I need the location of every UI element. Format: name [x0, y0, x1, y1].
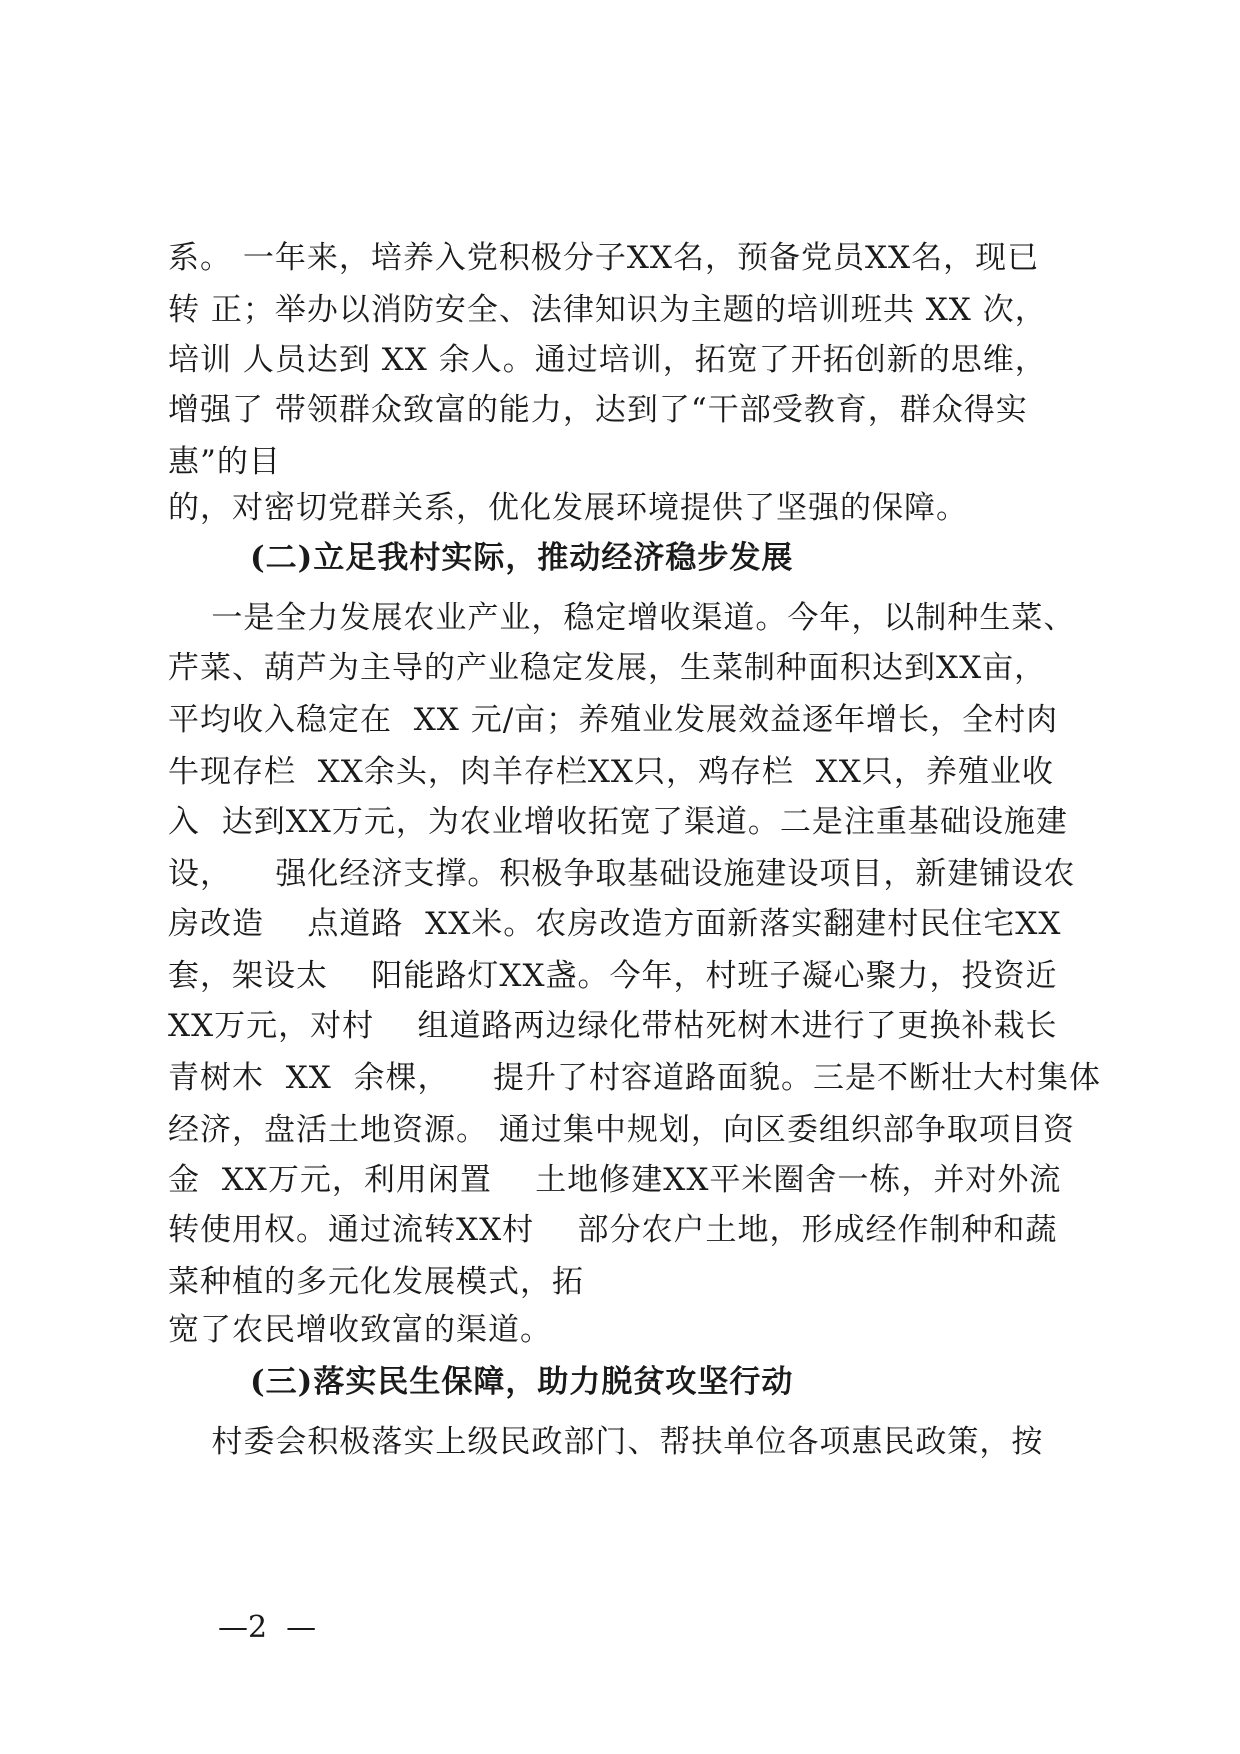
- body-line: 转 正；举办以消防安全、法律知识为主题的培训班共 XX 次，: [168, 292, 1047, 328]
- body-line: 的，对密切党群关系，优化发展环境提供了坚强的保障。: [168, 490, 968, 526]
- body-line: 套，架设太 阳能路灯XX盏。今年，村班子凝心聚力，投资近: [168, 958, 1058, 994]
- body-line: 经济，盘活土地资源。 通过集中规划，向区委组织部争取项目资: [168, 1112, 1075, 1148]
- body-line: 设， 强化经济支撑。积极争取基础设施建设项目，新建铺设农: [168, 856, 1076, 892]
- body-line: 惠”的目: [168, 444, 281, 480]
- body-line: 转使用权。通过流转XX村 部分农户土地，形成经作制种和蔬: [168, 1212, 1058, 1248]
- body-line: 菜种植的多元化发展模式，拓: [168, 1264, 584, 1300]
- body-line: 宽了农民增收致富的渠道。: [168, 1312, 552, 1348]
- body-line: 芹菜、葫芦为主导的产业稳定发展，生菜制种面积达到XX亩，: [168, 650, 1047, 686]
- body-line: 增强了 带领群众致富的能力，达到了“干部受教育，群众得实: [168, 392, 1028, 428]
- body-line: XX万元，对村 组道路两边绿化带枯死树木进行了更换补栽长: [168, 1008, 1058, 1044]
- body-line: 培训 人员达到 XX 余人。通过培训，拓宽了开拓创新的思维，: [168, 342, 1047, 378]
- section-heading: (三)落实民生保障，助力脱贫攻坚行动: [250, 1364, 794, 1400]
- body-line: 一是全力发展农业产业，稳定增收渠道。今年，以制种生菜、: [168, 600, 1076, 636]
- body-line: 牛现存栏 XX余头，肉羊存栏XX只，鸡存栏 XX只，养殖业收: [168, 754, 1054, 790]
- body-line: 平均收入稳定在 XX 元/亩；养殖业发展效益逐年增长，全村肉: [168, 702, 1059, 738]
- body-line: 金 XX万元，利用闲置 土地修建XX平米圈舍一栋，并对外流: [168, 1162, 1062, 1198]
- body-line: 入 达到XX万元，为农业增收拓宽了渠道。二是注重基础设施建: [168, 804, 1068, 840]
- body-line: 系。 一年来，培养入党积极分子XX名，预备党员XX名，现已: [168, 240, 1040, 276]
- body-line: 村委会积极落实上级民政部门、帮扶单位各项惠民政策，按: [168, 1424, 1044, 1460]
- body-line: 房改造 点道路 XX米。农房改造方面新落实翻建村民住宅XX: [168, 906, 1062, 942]
- section-heading: (二)立足我村实际，推动经济稳步发展: [250, 540, 794, 576]
- page-number: —2 —: [218, 1610, 317, 1645]
- body-line: 青树木 XX 余棵， 提升了村容道路面貌。三是不断壮大村集体: [168, 1060, 1101, 1096]
